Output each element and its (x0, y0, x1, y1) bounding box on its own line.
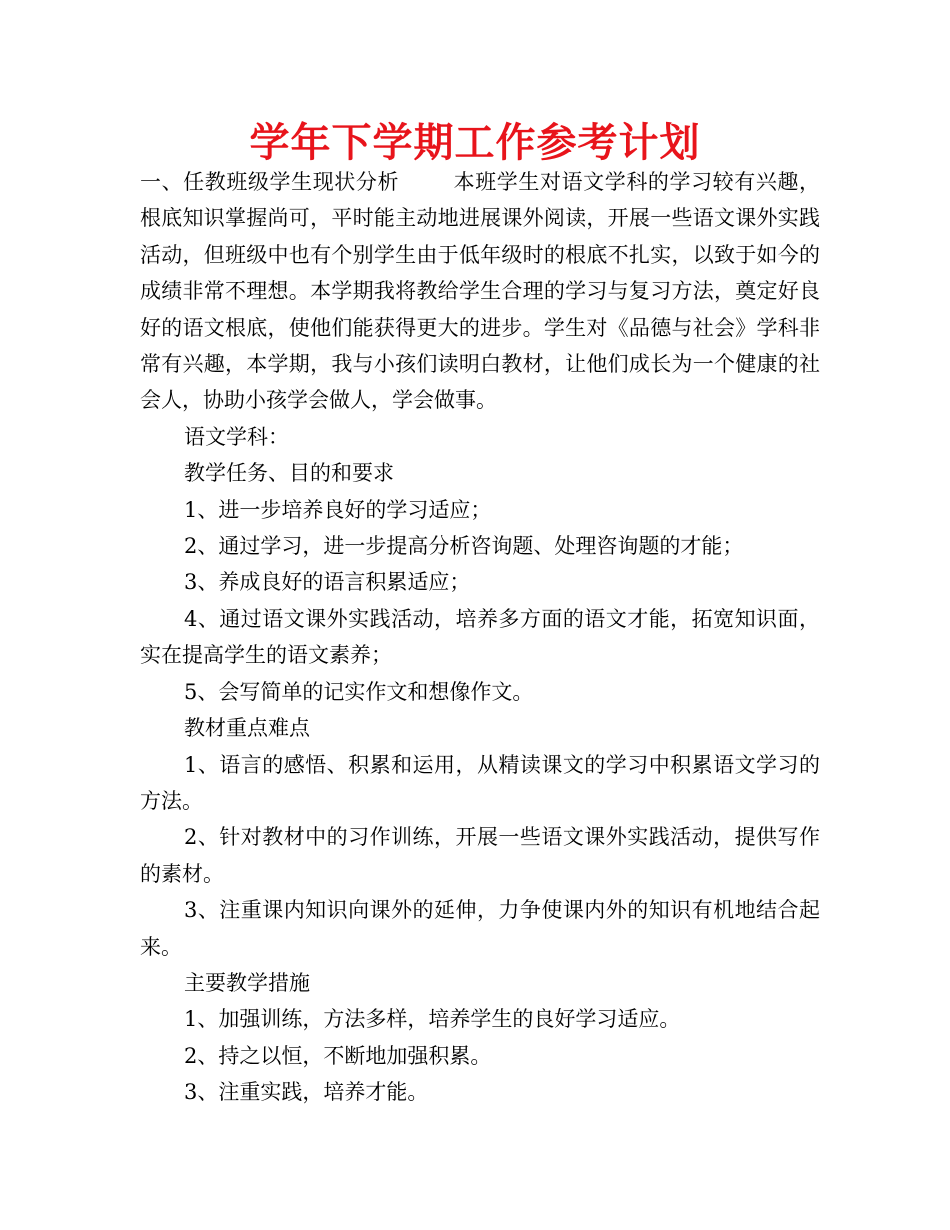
paragraph-chinese-subject: 语文学科： (184, 424, 289, 449)
paragraph-measure-2: 2、持之以恒，不断地加强积累。 (184, 1043, 492, 1068)
intro-heading: 一、任教班级学生现状分析 (140, 170, 400, 194)
document-title: 学年下学期工作参考计划 (249, 120, 701, 166)
paragraph-measure-1: 1、加强训练，方法多样，培养学生的良好学习适应。 (184, 1007, 681, 1032)
paragraph-goal-2: 2、通过学习，进一步提高分析咨询题、处理咨询题的才能； (184, 534, 744, 559)
paragraph-goal-4: 4、通过语文课外实践活动，培养多方面的语文才能，拓宽知识面，实在提高学生的语文素养； (140, 606, 820, 668)
paragraph-measures-heading: 主要教学措施 (184, 970, 310, 995)
paragraph-key-point-3: 3、注重课内知识向课外的延伸，力争使课内外的知识有机地结合起来。 (140, 898, 820, 959)
paragraph-key-points-heading: 教材重点难点 (184, 716, 310, 741)
intro-body: 本班学生对语文学科的学习较有兴趣，根底知识掌握尚可，平时能主动地进展课外阅读，开展一些语文课外实践活动，但班级中也有个别学生由于低年级时的根底不扎实，以致于如今的成绩非常不理想。本学期我将教给学生合理的学习与复习方法，奠定好良好的语文根底，使他们能获得更大的进步。学生对《品德与社会》学科非常有兴趣，本学期，我与小孩们读明白教材，让他们成长为一个健康的社会人，协助小孩学会做人，学会做事。 (140, 170, 821, 413)
paragraph-goal-5: 5、会写简单的记实作文和想像作文。 (184, 679, 534, 704)
paragraph-goal-1: 1、进一步培养良好的学习适应； (184, 497, 492, 522)
intro-paragraph (140, 164, 820, 419)
paragraph-key-point-1: 1、语言的感悟、积累和运用，从精读课文的学习中积累语文学习的方法。 (140, 752, 820, 813)
document-body (140, 164, 820, 1111)
paragraph-teaching-goals-heading: 教学任务、目的和要求 (184, 461, 394, 486)
paragraph-key-point-2: 2、针对教材中的习作训练，开展一些语文课外实践活动，提供写作的素材。 (140, 825, 820, 886)
paragraph-measure-3: 3、注重实践，培养才能。 (184, 1080, 429, 1105)
paragraph-goal-3: 3、养成良好的语言积累适应； (184, 570, 471, 595)
